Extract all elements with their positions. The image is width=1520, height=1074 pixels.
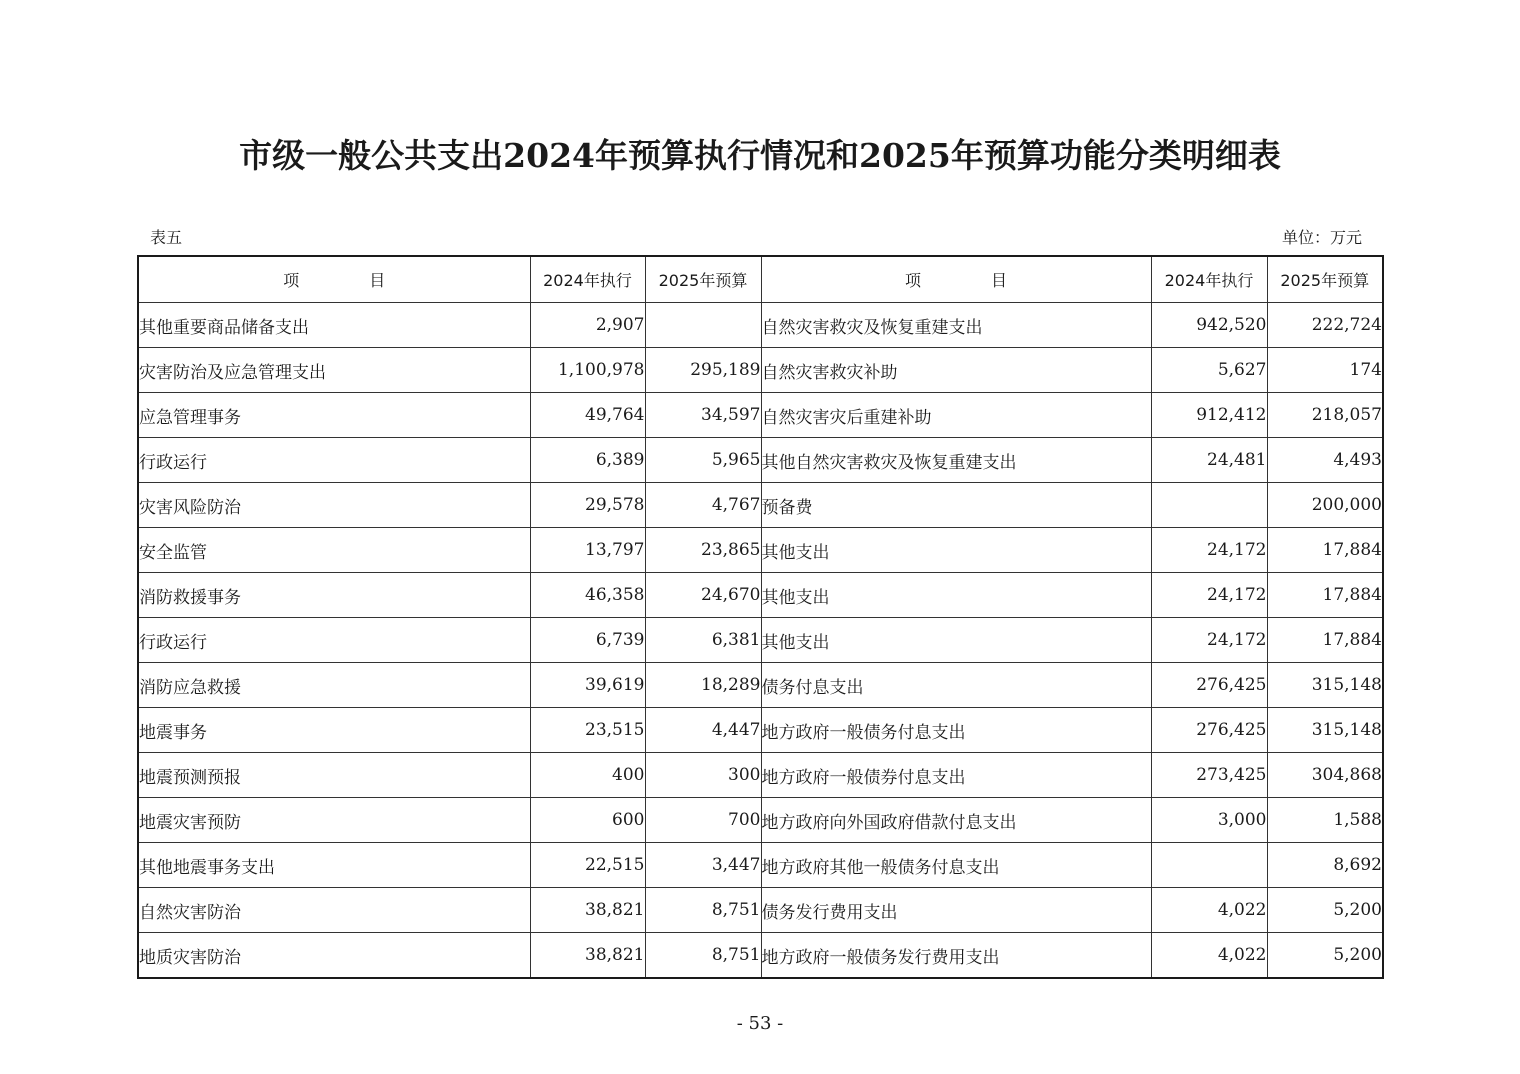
left-exec-2024: 1,100,978 <box>530 348 645 393</box>
table-row <box>138 663 1383 708</box>
page-number: - 53 - <box>736 1013 784 1034</box>
left-budget-2025: 700 <box>645 798 761 843</box>
left-budget-2025: 3,447 <box>645 843 761 888</box>
header-exec-2024-left: 2024年执行 <box>530 256 645 303</box>
left-item-name: 行政运行 <box>138 438 530 483</box>
left-item-name: 行政运行 <box>138 618 530 663</box>
right-exec-2024: 942,520 <box>1151 303 1267 348</box>
right-item-name: 地方政府其他一般债务付息支出 <box>761 843 1151 888</box>
table-row <box>138 528 1383 573</box>
right-item-name: 其他支出 <box>761 528 1151 573</box>
right-budget-2025: 174 <box>1267 348 1383 393</box>
table-row <box>138 888 1383 933</box>
left-exec-2024: 29,578 <box>530 483 645 528</box>
left-budget-2025: 24,670 <box>645 573 761 618</box>
left-budget-2025: 8,751 <box>645 933 761 979</box>
left-item-name: 应急管理事务 <box>138 393 530 438</box>
left-exec-2024: 400 <box>530 753 645 798</box>
left-item-name: 地震预测预报 <box>138 753 530 798</box>
right-item-name: 其他支出 <box>761 618 1151 663</box>
table-row <box>138 348 1383 393</box>
right-budget-2025: 304,868 <box>1267 753 1383 798</box>
right-exec-2024: 24,172 <box>1151 528 1267 573</box>
right-item-name: 其他支出 <box>761 573 1151 618</box>
left-item-name: 灾害风险防治 <box>138 483 530 528</box>
right-exec-2024: 912,412 <box>1151 393 1267 438</box>
right-item-name: 自然灾害救灾及恢复重建支出 <box>761 303 1151 348</box>
left-item-name: 其他地震事务支出 <box>138 843 530 888</box>
right-budget-2025: 17,884 <box>1267 573 1383 618</box>
left-item-name: 灾害防治及应急管理支出 <box>138 348 530 393</box>
table-row <box>138 843 1383 888</box>
left-exec-2024: 46,358 <box>530 573 645 618</box>
budget-table <box>137 255 1384 979</box>
table-row <box>138 618 1383 663</box>
left-budget-2025: 34,597 <box>645 393 761 438</box>
right-item-name: 地方政府一般债券付息支出 <box>761 753 1151 798</box>
left-exec-2024: 13,797 <box>530 528 645 573</box>
header-row <box>138 256 1383 303</box>
right-exec-2024 <box>1151 843 1267 888</box>
left-exec-2024: 38,821 <box>530 888 645 933</box>
left-budget-2025: 18,289 <box>645 663 761 708</box>
right-exec-2024: 24,481 <box>1151 438 1267 483</box>
right-budget-2025: 315,148 <box>1267 708 1383 753</box>
left-item-name: 消防救援事务 <box>138 573 530 618</box>
right-item-name: 自然灾害救灾补助 <box>761 348 1151 393</box>
right-budget-2025: 200,000 <box>1267 483 1383 528</box>
right-item-name: 自然灾害灾后重建补助 <box>761 393 1151 438</box>
left-item-name: 其他重要商品储备支出 <box>138 303 530 348</box>
left-budget-2025: 4,767 <box>645 483 761 528</box>
right-item-name: 地方政府向外国政府借款付息支出 <box>761 798 1151 843</box>
right-budget-2025: 218,057 <box>1267 393 1383 438</box>
right-budget-2025: 5,200 <box>1267 933 1383 979</box>
left-exec-2024: 38,821 <box>530 933 645 979</box>
table-row <box>138 798 1383 843</box>
left-item-name: 地震灾害预防 <box>138 798 530 843</box>
header-budget-2025-right: 2025年预算 <box>1267 256 1383 303</box>
right-exec-2024 <box>1151 483 1267 528</box>
right-exec-2024: 3,000 <box>1151 798 1267 843</box>
right-budget-2025: 17,884 <box>1267 618 1383 663</box>
left-exec-2024: 6,739 <box>530 618 645 663</box>
right-exec-2024: 4,022 <box>1151 933 1267 979</box>
right-item-name: 地方政府一般债务付息支出 <box>761 708 1151 753</box>
right-budget-2025: 315,148 <box>1267 663 1383 708</box>
table-row <box>138 303 1383 348</box>
right-budget-2025: 1,588 <box>1267 798 1383 843</box>
left-exec-2024: 39,619 <box>530 663 645 708</box>
table-row <box>138 393 1383 438</box>
left-exec-2024: 22,515 <box>530 843 645 888</box>
table-row <box>138 483 1383 528</box>
left-item-name: 地震事务 <box>138 708 530 753</box>
left-exec-2024: 2,907 <box>530 303 645 348</box>
right-budget-2025: 5,200 <box>1267 888 1383 933</box>
left-budget-2025: 6,381 <box>645 618 761 663</box>
table-row <box>138 753 1383 798</box>
right-exec-2024: 4,022 <box>1151 888 1267 933</box>
page-title: 市级一般公共支出2024年预算执行情况和2025年预算功能分类明细表 <box>239 136 1281 175</box>
header-item-right: 项 目 <box>761 256 1151 303</box>
unit-label: 单位：万元 <box>1281 228 1362 247</box>
table-header <box>138 256 1383 303</box>
right-item-name: 预备费 <box>761 483 1151 528</box>
right-item-name: 其他自然灾害救灾及恢复重建支出 <box>761 438 1151 483</box>
header-budget-2025-left: 2025年预算 <box>645 256 761 303</box>
left-exec-2024: 49,764 <box>530 393 645 438</box>
left-exec-2024: 6,389 <box>530 438 645 483</box>
left-budget-2025: 4,447 <box>645 708 761 753</box>
right-exec-2024: 5,627 <box>1151 348 1267 393</box>
right-budget-2025: 8,692 <box>1267 843 1383 888</box>
left-budget-2025 <box>645 303 761 348</box>
table-row <box>138 573 1383 618</box>
right-budget-2025: 17,884 <box>1267 528 1383 573</box>
left-item-name: 消防应急救援 <box>138 663 530 708</box>
left-budget-2025: 5,965 <box>645 438 761 483</box>
table-row <box>138 933 1383 979</box>
table-row <box>138 438 1383 483</box>
right-item-name: 债务发行费用支出 <box>761 888 1151 933</box>
right-item-name: 债务付息支出 <box>761 663 1151 708</box>
right-exec-2024: 276,425 <box>1151 663 1267 708</box>
header-item-left: 项 目 <box>138 256 530 303</box>
right-exec-2024: 273,425 <box>1151 753 1267 798</box>
left-budget-2025: 300 <box>645 753 761 798</box>
left-exec-2024: 600 <box>530 798 645 843</box>
table-body <box>138 303 1383 979</box>
right-exec-2024: 24,172 <box>1151 618 1267 663</box>
left-budget-2025: 8,751 <box>645 888 761 933</box>
header-exec-2024-right: 2024年执行 <box>1151 256 1267 303</box>
right-budget-2025: 4,493 <box>1267 438 1383 483</box>
left-exec-2024: 23,515 <box>530 708 645 753</box>
left-item-name: 安全监管 <box>138 528 530 573</box>
table-row <box>138 708 1383 753</box>
right-budget-2025: 222,724 <box>1267 303 1383 348</box>
right-exec-2024: 24,172 <box>1151 573 1267 618</box>
right-exec-2024: 276,425 <box>1151 708 1267 753</box>
left-budget-2025: 23,865 <box>645 528 761 573</box>
left-item-name: 自然灾害防治 <box>138 888 530 933</box>
table-number: 表五 <box>150 228 183 247</box>
right-item-name: 地方政府一般债务发行费用支出 <box>761 933 1151 979</box>
left-item-name: 地质灾害防治 <box>138 933 530 979</box>
left-budget-2025: 295,189 <box>645 348 761 393</box>
